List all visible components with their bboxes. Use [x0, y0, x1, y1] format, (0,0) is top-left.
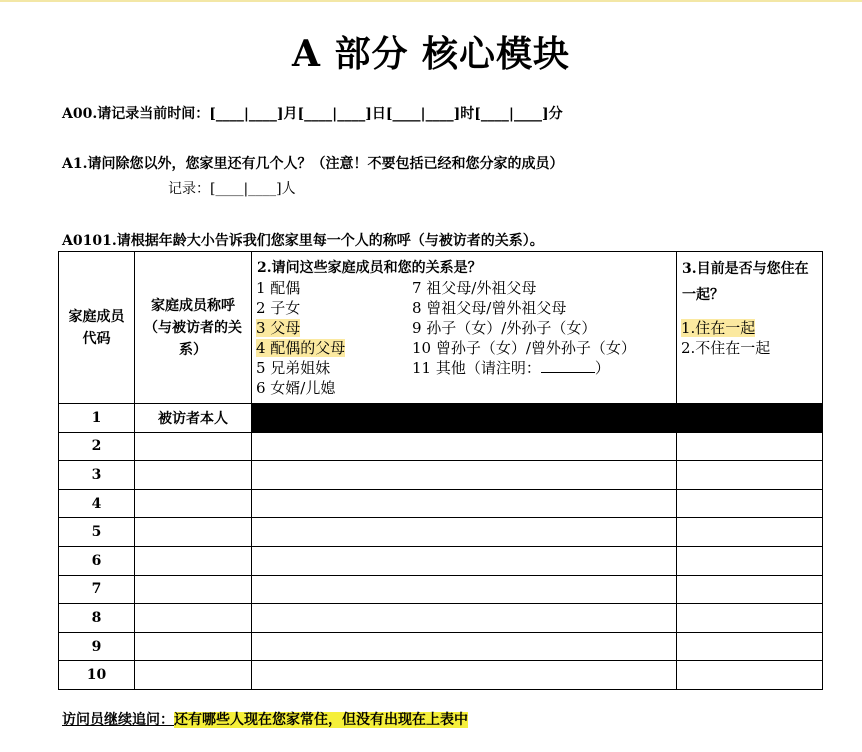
table-row — [59, 518, 823, 547]
interviewer-followup — [62, 709, 468, 729]
live-together-cell — [677, 604, 823, 633]
relationship-cell — [252, 461, 677, 490]
header-relationship — [252, 252, 677, 404]
relationship-option-text: 1 配偶 — [256, 279, 301, 297]
live-option-text: 1.住在一起 — [681, 319, 756, 337]
relationship-cell — [252, 489, 677, 518]
relationship-option — [412, 278, 674, 298]
member-code-cell: 1 — [59, 404, 135, 433]
live-together-cell — [677, 518, 823, 547]
live-option-text: 2.不住在一起 — [681, 339, 771, 357]
header-member-name-text: 家庭成员称呼（与被访者的关系） — [144, 297, 242, 358]
member-code-cell: 4 — [59, 489, 135, 518]
table-row — [59, 604, 823, 633]
relationship-cell — [252, 432, 677, 461]
relationship-option-text: 10 曾孙子（女）/曾外孙子（女） — [412, 339, 636, 357]
specify-blank — [541, 360, 595, 373]
question-a00: A00.请记录当前时间：[____|____]月[____|____]日[____|____]时[____|____]分 — [62, 106, 563, 122]
followup-text: 还有哪些人现在您家常住，但没有出现在上表中 — [174, 712, 468, 728]
header-live-together-title: 3.目前是否与您住在一起？ — [682, 261, 809, 303]
live-option — [681, 338, 822, 358]
relationship-options-col1 — [256, 278, 412, 398]
header-member-code — [59, 252, 135, 404]
member-name-cell — [135, 432, 252, 461]
relationship-cell — [252, 518, 677, 547]
relationship-option-text: 6 女婿/儿媳 — [256, 379, 336, 397]
live-together-options — [677, 308, 822, 358]
blacked-out-cell — [252, 404, 823, 433]
question-a1-record: 记录：[____|____]人 — [168, 181, 296, 197]
table-row — [59, 546, 823, 575]
followup-label: 访问员继续追问： — [62, 712, 174, 728]
member-code-cell: 5 — [59, 518, 135, 547]
member-name-cell — [135, 575, 252, 604]
live-together-cell — [677, 575, 823, 604]
relationship-cell — [252, 604, 677, 633]
relationship-option-text: 11 其他（请注明： — [412, 359, 541, 377]
family-members-table — [58, 251, 823, 690]
relationship-option — [256, 318, 412, 338]
table-row — [59, 461, 823, 490]
header-member-name — [135, 252, 252, 404]
member-code-cell: 2 — [59, 432, 135, 461]
table-row — [59, 661, 823, 690]
relationship-option — [256, 278, 412, 298]
live-together-cell — [677, 461, 823, 490]
relationship-option — [256, 338, 412, 358]
relationship-option-text: 7 祖父母/外祖父母 — [412, 279, 537, 297]
relationship-option — [412, 358, 674, 378]
table-row — [59, 632, 823, 661]
member-name-cell — [135, 604, 252, 633]
relationship-cell — [252, 575, 677, 604]
relationship-option-suffix: ） — [594, 359, 610, 377]
relationship-option — [412, 338, 674, 358]
live-option — [681, 318, 822, 338]
live-together-cell — [677, 489, 823, 518]
member-name-cell: 被访者本人 — [135, 404, 252, 433]
relationship-cell — [252, 661, 677, 690]
table-row — [59, 575, 823, 604]
member-code-cell: 10 — [59, 661, 135, 690]
header-relationship-title: 2.请问这些家庭成员和您的关系是？ — [257, 260, 482, 276]
member-code-cell: 3 — [59, 461, 135, 490]
member-name-cell — [135, 489, 252, 518]
relationship-option-text: 8 曾祖父母/曾外祖父母 — [412, 299, 567, 317]
relationship-option — [256, 378, 412, 398]
live-together-cell — [677, 661, 823, 690]
relationship-option — [256, 298, 412, 318]
member-code-cell: 6 — [59, 546, 135, 575]
live-together-cell — [677, 432, 823, 461]
question-a1: A1.请问除您以外，您家里还有几个人？（注意！不要包括已经和您分家的成员） — [62, 156, 564, 172]
member-code-cell: 7 — [59, 575, 135, 604]
relationship-option-text: 5 兄弟姐妹 — [256, 359, 331, 377]
member-code-cell: 8 — [59, 604, 135, 633]
top-rule — [0, 0, 862, 2]
relationship-cell — [252, 632, 677, 661]
live-together-cell — [677, 632, 823, 661]
question-a0101: A0101.请根据年龄大小告诉我们您家里每一个人的称呼（与被访者的关系）。 — [62, 233, 544, 249]
table-row — [59, 404, 823, 433]
table-row — [59, 432, 823, 461]
member-code-cell: 9 — [59, 632, 135, 661]
table-header-row — [59, 252, 823, 404]
relationship-option — [256, 358, 412, 378]
member-name-cell — [135, 518, 252, 547]
live-together-cell — [677, 546, 823, 575]
relationship-options-col2 — [412, 278, 674, 398]
member-name-cell — [135, 546, 252, 575]
member-name-cell — [135, 461, 252, 490]
relationship-option-text: 3 父母 — [256, 319, 301, 337]
header-member-code-text: 家庭成员代码 — [68, 308, 125, 347]
relationship-option-text: 2 子女 — [256, 299, 301, 317]
page-title: A 部分 核心模块 — [292, 33, 570, 75]
relationship-option — [412, 318, 674, 338]
member-name-cell — [135, 632, 252, 661]
header-live-together — [677, 252, 823, 404]
member-name-cell — [135, 661, 252, 690]
table-row — [59, 489, 823, 518]
relationship-option-text: 9 孙子（女）/外孙子（女） — [412, 319, 597, 337]
relationship-option-text: 4 配偶的父母 — [256, 339, 346, 357]
relationship-cell — [252, 546, 677, 575]
relationship-options — [252, 278, 676, 398]
relationship-option — [412, 298, 674, 318]
table-body — [59, 404, 823, 690]
